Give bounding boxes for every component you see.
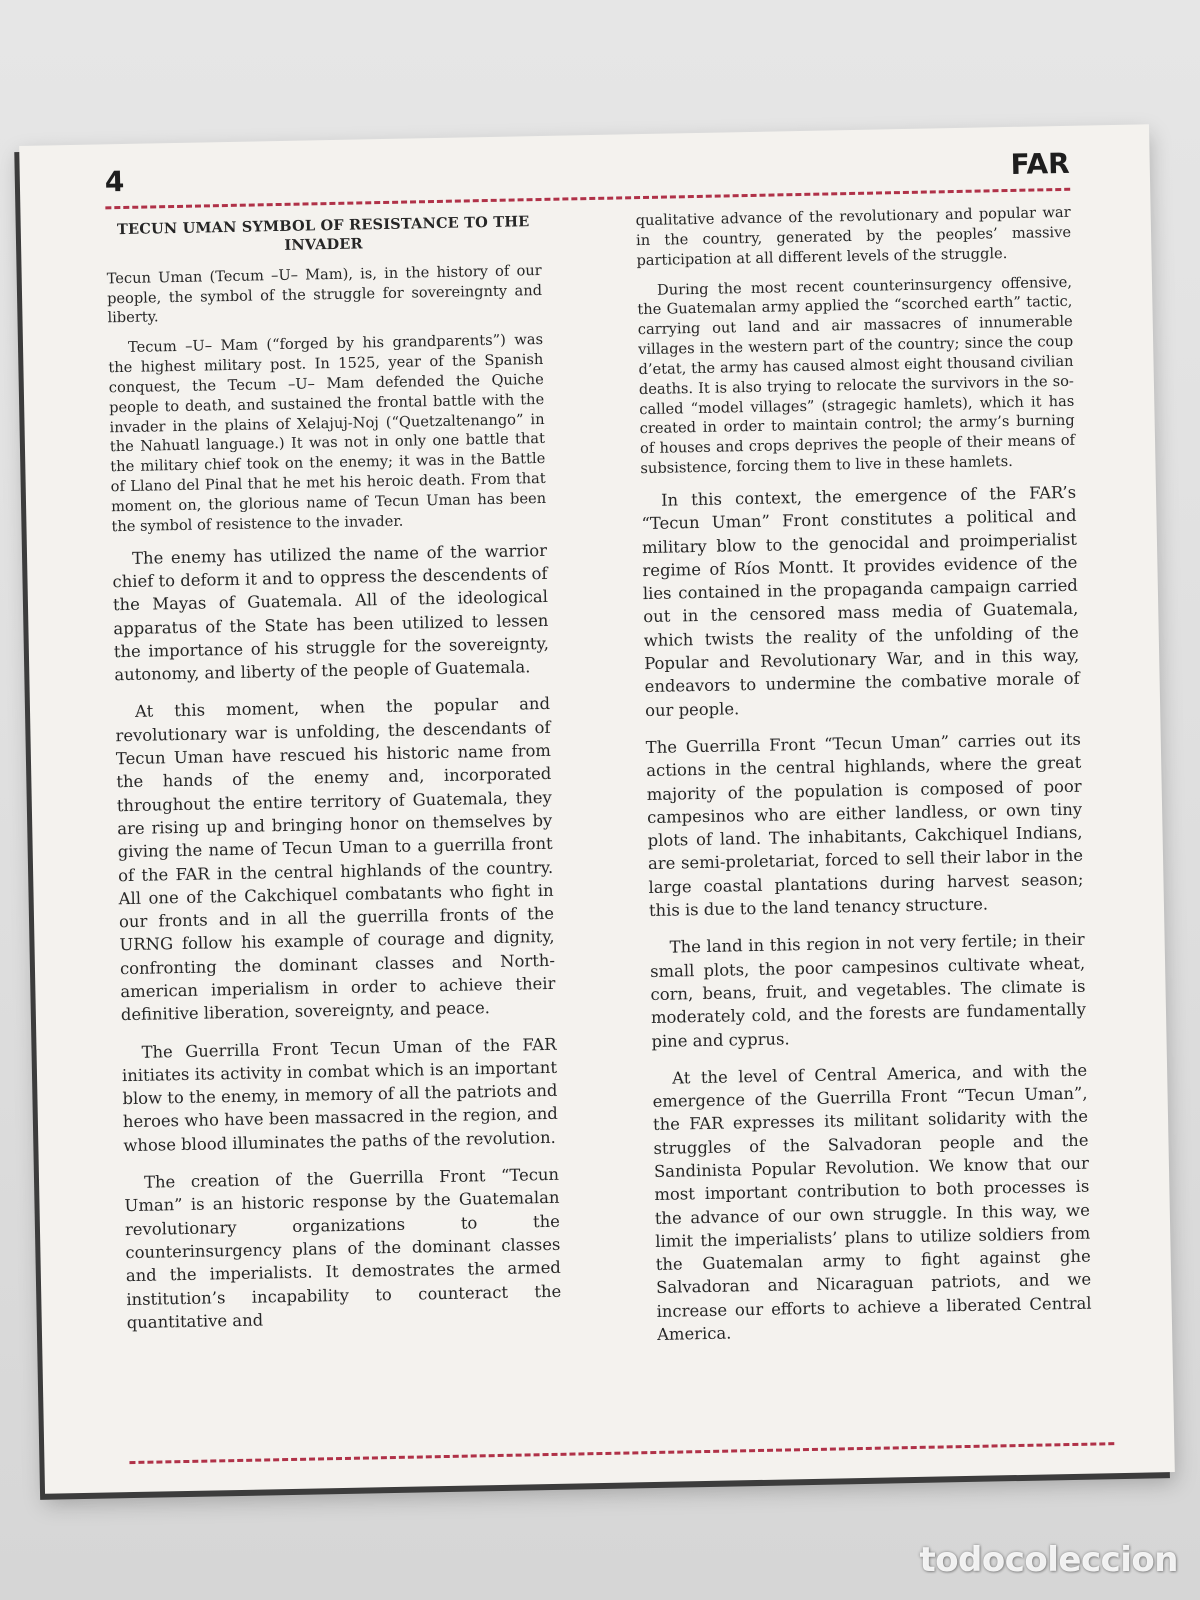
paragraph: At the level of Central America, and with the emergence of the Guerrilla Front “Tecun Uman”, the FAR expresses its militant solidarity with the struggles of the Salvadoran people and the Sandinista Popular Revolution. We know that our most important contribution to both processes is the advance of our own struggle. In this way, we limit the imperialists’ plans to utilize soldiers from the Guatemalan army to fight against ghe Salvadoran and Nicaraguan patriots, and we increase our efforts to achieve a liberated Central America. bbox=[652, 1060, 1092, 1345]
paragraph: The Guerrilla Front Tecun Uman of the FAR initiates its activity in combat which is an important blow to the enemy, in memory of all the patriots and heroes who have been massacred in the region, and whose blood illuminates the paths of the revolution. bbox=[121, 1034, 559, 1155]
paragraph: During the most recent counterinsurgency offensive, the Guatemalan army applied the “scorched earth” tactic, carrying out land and air massacres of innumerable villages in the western part of the country; since the coup d’etat, the army has caused almost eight thousand civilian deaths. It is also trying to relocate the survivors in the so-called “model villages” (stragegic hamlets), which it has created in order to maintain control; the army’s burning of houses and crops deprives the people of their means of subsistence, forcing them to live in these hamlets. bbox=[637, 273, 1076, 478]
paragraph: qualitative advance of the revolutionary and popular war in the country, generated by the peoples’ massive participation at all different levels of the struggle. bbox=[635, 203, 1072, 269]
article-columns bbox=[106, 203, 1093, 1371]
paragraph: The creation of the Guerrilla Front “Tecun Uman” is an historic response by the Guatemalan revolutionary organizations to the counterinsurgency plans of the dominant classes and the imperialists. It demostrates the armed institution’s incapability to counteract the quantitative and bbox=[124, 1164, 562, 1332]
article-title: TECUN UMAN SYMBOL OF RESISTANCE TO THE INVADER bbox=[116, 213, 530, 254]
paragraph: Tecum –U– Mam (“forged by his grandparents”) was the highest military post. In 1525, year of the Spanish conquest, the Tecum –U– Mam defended the Quiche people to death, and sustained the frontal battle with the invader in the plains of Xelajuj-Noj (“Quetzaltenango” in the Nahuatl language.) It was not in only one battle that the military chief took on the enemy; it was in the Battle of Llano del Pinal that he met his heroic death. From that moment on, the glorious name of Tecun Uman has been the symbol of resistence to the invader. bbox=[108, 331, 547, 536]
paragraph: Tecun Uman (Tecum –U– Mam), is, in the history of our people, the symbol of the struggle for sovereingnty and liberty. bbox=[106, 261, 543, 327]
publication-name: FAR bbox=[1010, 146, 1071, 181]
page-number: 4 bbox=[104, 164, 125, 199]
document-page bbox=[19, 124, 1175, 1493]
right-column bbox=[636, 203, 1093, 1360]
watermark-logo: todocoleccion bbox=[919, 1540, 1178, 1580]
page-content bbox=[19, 124, 1175, 1493]
paragraph: The enemy has utilized the name of the warrior chief to deform it and to oppress the descendents of the Mayas of Guatemala. All of the ideological apparatus of the State has been utilized to lessen the importance of his struggle for the sovereignty, autonomy, and liberty of the people of Guatemala. bbox=[112, 540, 549, 685]
paragraph: The land in this region in not very fertile; in their small plots, the poor campesinos cultivate wheat, corn, beans, fruit, and vegetables. The climate is moderately cold, and the forests are fundamentally pine and cyprus. bbox=[649, 929, 1087, 1051]
paragraph: At this moment, when the popular and revolutionary war is unfolding, the descendants of Tecun Uman have rescued his historic name from the hands of the enemy and, incorporated throughout the entire territory of Guatemala, they are rising up and bringing honor on themselves by giving the name of Tecun Uman to a guerrilla front of the FAR in the central highlands of the country. All one of the Cakchiquel combatants who fight in our fronts and in all the guerrilla fronts of the URNG follow his example of courage and dignity, confronting the dominant classes and North-american imperialism in order to achieve their definitive liberation, sovereignty, and peace. bbox=[115, 694, 556, 1025]
paragraph: The Guerrilla Front “Tecun Uman” carries out its actions in the central highlands, where the great majority of the population is composed of poor campesinos who are either landless, or own tiny plots of land. The inhabitants, Cakchiquel Indians, are semi-proletariat, forced to sell their labor in the large coastal plantations during harvest season; this is due to the land tenancy structure. bbox=[645, 729, 1084, 921]
left-column bbox=[106, 213, 563, 1370]
paragraph: In this context, the emergence of the FAR’s “Tecun Uman” Front constitutes a political and military blow to the genocidal and proimperialist regime of Ríos Montt. It provides evidence of the lies contained in the propaganda campaign carried out in the censored mass media of Guatemala, which twists the reality of the unfolding of the Popular and Revolutionary War, and in this way, endeavors to undermine the combative morale of our people. bbox=[641, 482, 1080, 720]
